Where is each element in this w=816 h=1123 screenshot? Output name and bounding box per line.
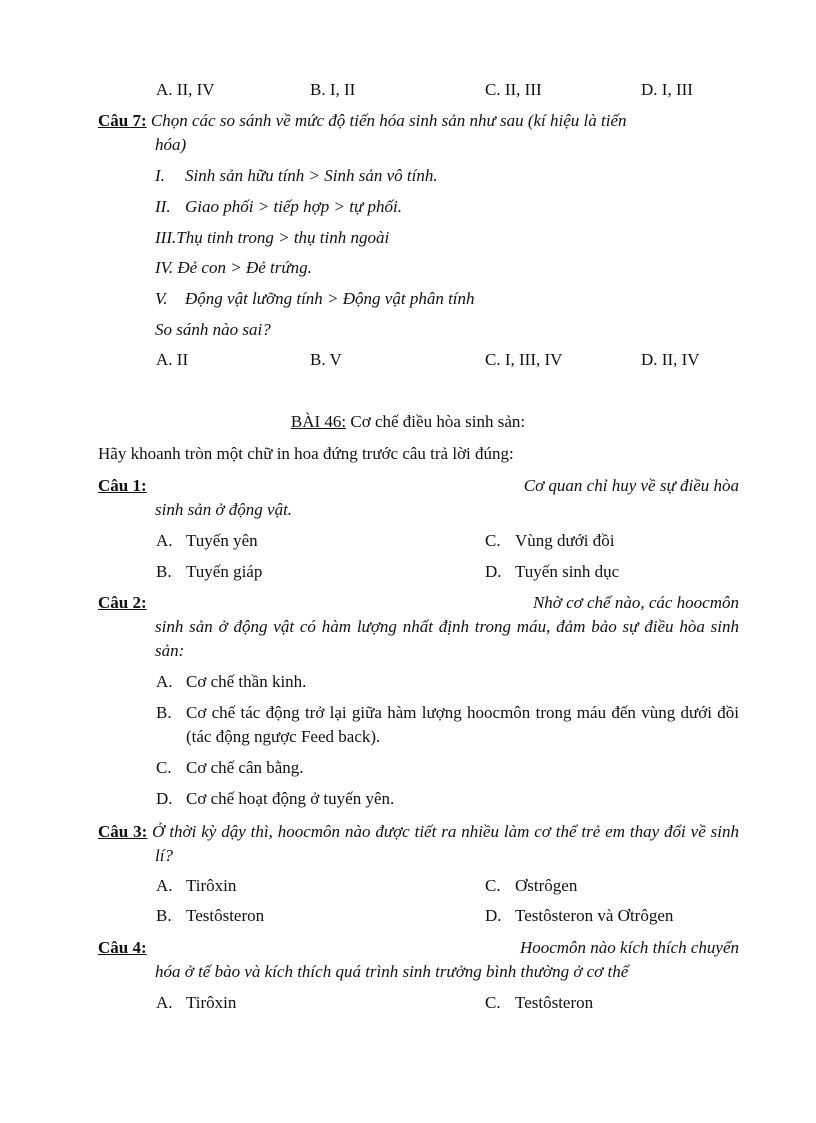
q7-item-4 [155, 257, 312, 279]
q2-option-c[interactable] [156, 757, 304, 779]
option-text: Testôsteron [515, 993, 594, 1012]
option-text: Vùng dưới đồi [515, 531, 615, 550]
option-text: Tuyến sinh dục [515, 562, 620, 581]
instruction [98, 443, 514, 465]
q4-label: Câu 4: [98, 938, 147, 957]
option-text: Testôsteron [186, 906, 265, 925]
option-letter: D. [156, 789, 173, 808]
q7-option-a[interactable]: A. II [156, 350, 189, 369]
option-letter: B. [156, 562, 172, 581]
q1-option-c[interactable] [485, 530, 614, 552]
option-text: Testôsteron và Ơtrôgen [515, 906, 674, 925]
option-text: Cơ chế cân bằng. [186, 758, 304, 777]
q7-item-5 [155, 288, 475, 310]
q7-text: Chọn các so sánh về mức độ tiến hóa sinh sản như sau (kí hiệu là tiến [146, 111, 627, 130]
section-heading [0, 411, 816, 433]
option-text: Tuyến giáp [186, 562, 263, 581]
q7-item-num: III. [155, 228, 177, 247]
q7-item-text: Động vật lưỡng tính > Động vật phân tính [185, 289, 475, 308]
q7-option-c[interactable]: C. I, III, IV [485, 350, 563, 369]
option-text: Cơ chế hoạt động ở tuyến yên. [186, 789, 395, 808]
option-letter: A. [156, 672, 173, 691]
q7-prompt: So sánh nào sai? [155, 320, 271, 339]
q4-option-c[interactable] [485, 992, 593, 1014]
instruction-text: Hãy khoanh tròn một chữ in hoa đứng trước câu trả lời đúng: [98, 444, 514, 463]
option-letter: C. [485, 993, 501, 1012]
q4-header [98, 937, 739, 959]
option-text: Cơ chế thần kinh. [186, 672, 307, 691]
q7-item-num: V. [155, 289, 168, 308]
q2-option-b[interactable] [156, 701, 739, 749]
option-letter: B. [156, 906, 172, 925]
q6-option-a[interactable]: A. II, IV [156, 80, 215, 99]
q2-option-a[interactable] [156, 671, 306, 693]
q1-option-b[interactable] [156, 561, 262, 583]
q7-text-cont: hóa) [155, 135, 187, 154]
q7-item-text: Giao phối > tiếp hợp > tự phối. [185, 197, 402, 216]
q6-option-b[interactable]: B. I, II [310, 80, 356, 99]
q7-item-num: I. [155, 166, 165, 185]
q2-text: Nhờ cơ chế nào, các hoocmôn [532, 593, 739, 612]
option-letter: C. [156, 758, 172, 777]
q1-option-a[interactable] [156, 530, 258, 552]
q7-item-num: IV. [155, 258, 174, 277]
option-letter: A. [156, 993, 173, 1012]
q7-item-1 [155, 165, 438, 187]
q4-text: Hoocmôn nào kích thích chuyển [519, 938, 739, 957]
q6-option-c[interactable]: C. II, III [485, 80, 542, 99]
q3-option-b[interactable] [156, 905, 264, 927]
option-text: Cơ chế tác động trở lại giữa hàm lượng hoocmôn trong máu đến vùng dưới đồi (tác động ngược Feed back). [186, 703, 739, 746]
q1-header [98, 475, 739, 497]
option-text: Tirôxin [186, 993, 237, 1012]
section-label: BÀI 46: [290, 412, 347, 431]
q3-body [98, 820, 739, 868]
option-letter: B. [156, 703, 172, 722]
option-letter: C. [485, 531, 501, 550]
q7-item-text: Thụ tinh trong > thụ tinh ngoài [176, 228, 390, 247]
q7-option-d[interactable]: D. II, IV [641, 350, 700, 369]
q7-item-text: Sinh sản hữu tính > Sinh sản vô tính. [185, 166, 438, 185]
q7-item-text: Đẻ con > Đẻ trứng. [177, 258, 312, 277]
q7-item-num: II. [155, 197, 171, 216]
q2-header [98, 592, 739, 614]
q2-label: Câu 2: [98, 593, 147, 612]
q4-option-a[interactable] [156, 992, 236, 1014]
q1-text-cont: sinh sản ở động vật. [155, 500, 293, 519]
option-text: Ơstrôgen [515, 876, 578, 895]
q2-option-d[interactable] [156, 788, 394, 810]
q1-label: Câu 1: [98, 476, 147, 495]
option-letter: A. [156, 876, 173, 895]
q7-item-2 [155, 196, 402, 218]
q3-option-d[interactable] [485, 905, 673, 927]
option-text: Tuyến yên [186, 531, 258, 550]
q3-question [98, 820, 739, 868]
option-text: Tirôxin [186, 876, 237, 895]
q3-option-a[interactable] [156, 875, 236, 897]
q3-option-c[interactable] [485, 875, 577, 897]
q7-question [98, 110, 627, 132]
q6-option-d[interactable]: D. I, III [641, 80, 693, 99]
q2-text-cont: sinh sản ở động vật có hàm lượng nhất định trong máu, đảm bảo sự điều hòa sinh sản: [155, 617, 739, 660]
section-title: Cơ chế điều hòa sinh sản: [346, 412, 526, 431]
q7-item-3 [155, 227, 389, 249]
q7-option-b[interactable]: B. V [310, 350, 342, 369]
option-letter: D. [485, 906, 502, 925]
q1-text: Cơ quan chỉ huy về sự điều hòa [523, 476, 739, 495]
option-letter: D. [485, 562, 502, 581]
q3-label: Câu 3: [98, 822, 148, 841]
q4-text-cont: hóa ở tế bào và kích thích quá trình sinh trưởng bình thường ở cơ thể [155, 962, 629, 981]
option-letter: A. [156, 531, 173, 550]
q7-label: Câu 7: [98, 111, 147, 130]
option-letter: C. [485, 876, 501, 895]
q3-text: Ở thời kỳ dậy thì, hoocmôn nào được tiết ra nhiều làm cơ thể trẻ em thay đổi về sinh lí? [147, 822, 739, 865]
q1-option-d[interactable] [485, 561, 619, 583]
